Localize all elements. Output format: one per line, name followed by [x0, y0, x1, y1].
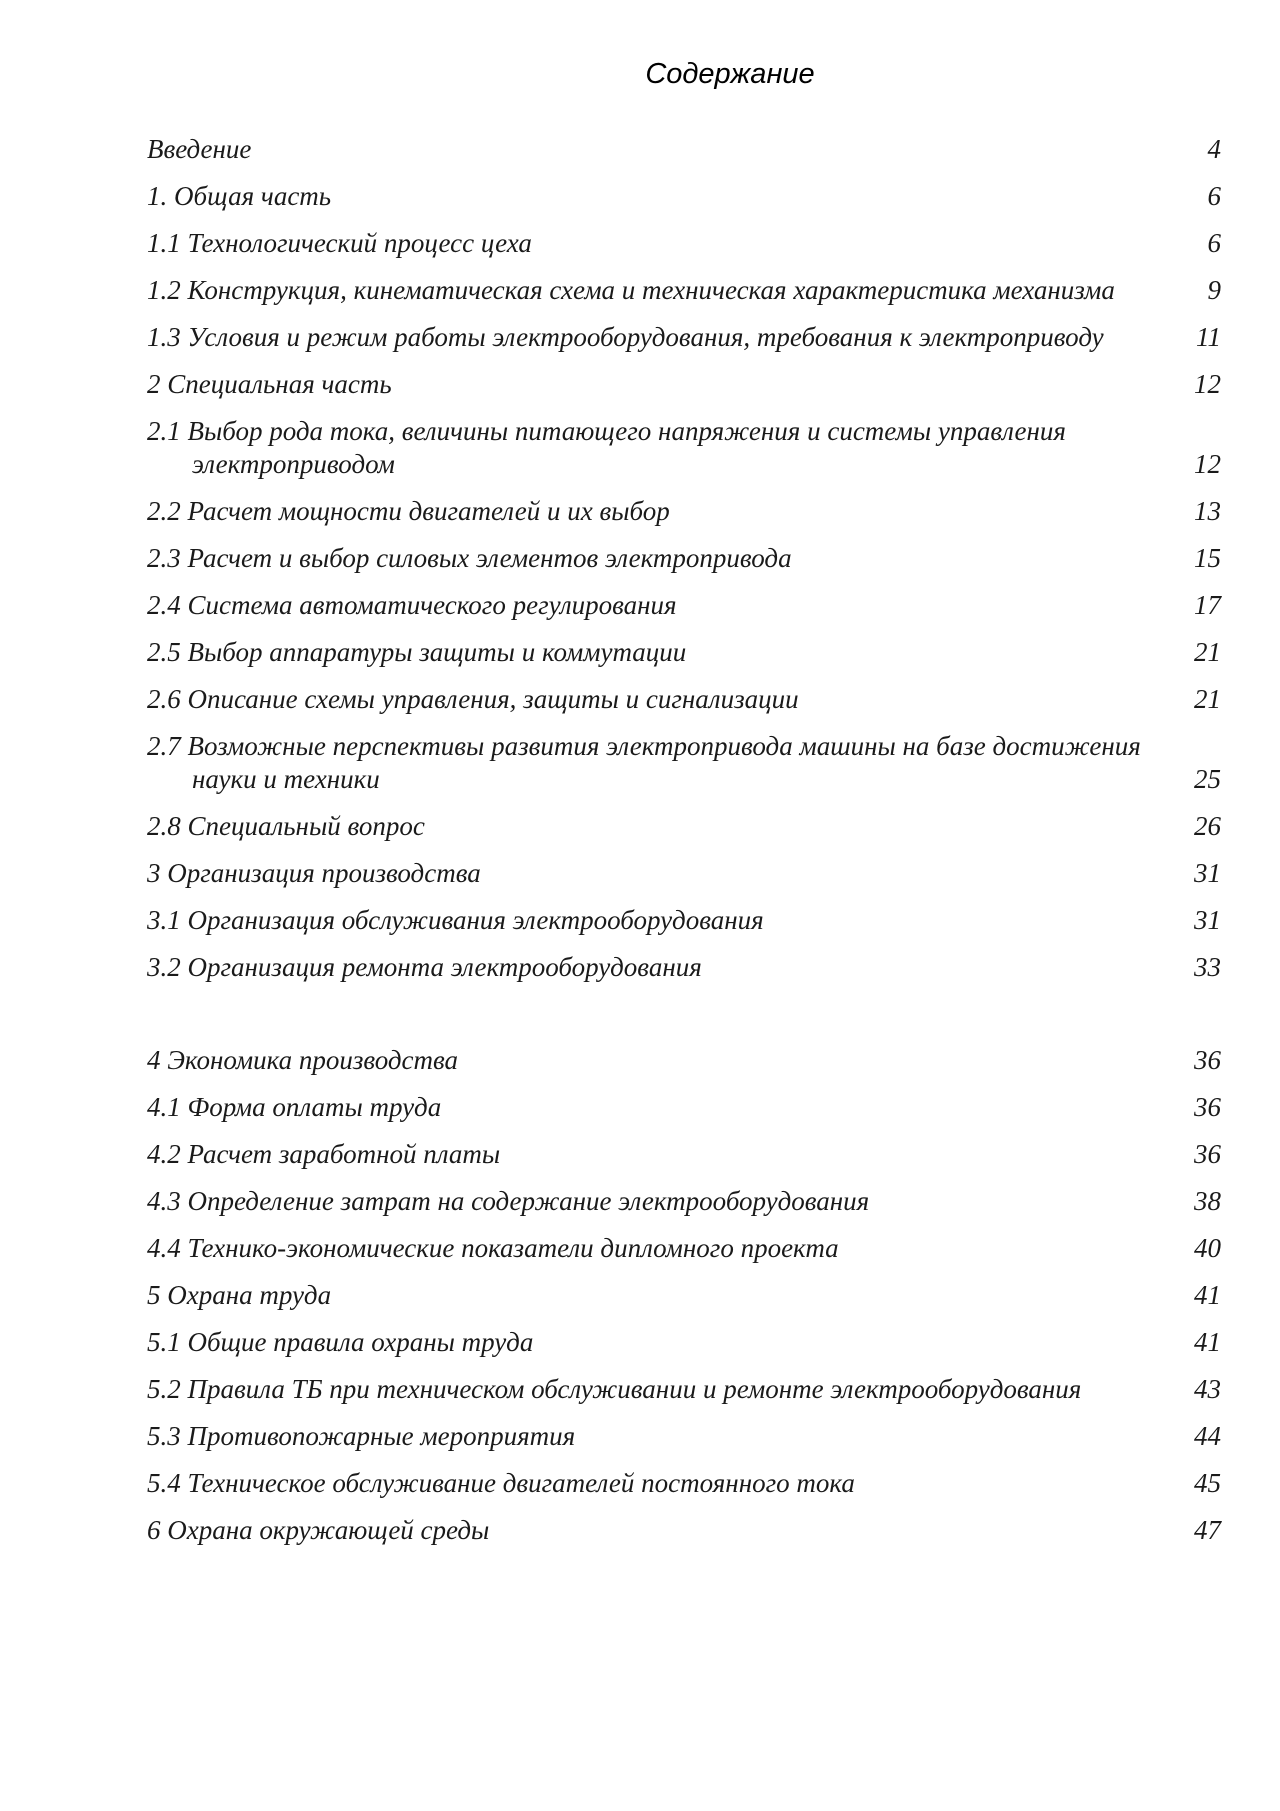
toc-entry-page: 4: [1207, 134, 1221, 164]
toc-entry-text: 5.1 Общие правила охраны труда: [147, 1327, 534, 1357]
toc-entry: [147, 1279, 1221, 1312]
toc-entry-page: 31: [1194, 858, 1221, 888]
toc-entry: [147, 904, 1221, 937]
toc-entry-page: 21: [1194, 684, 1221, 714]
toc-entry-page: 45: [1194, 1468, 1221, 1498]
toc-entry: [147, 730, 1221, 796]
toc-entry-page: 17: [1194, 590, 1221, 620]
toc-entry: [147, 857, 1221, 890]
toc-entry: [147, 1420, 1221, 1453]
toc-entry: [147, 683, 1221, 716]
toc-entry: [147, 227, 1221, 260]
toc-entry-page: 25: [1194, 764, 1221, 794]
toc-entry-text: 4.3 Определение затрат на содержание электрооборудования: [147, 1186, 870, 1216]
toc-entry-text: 1.2 Конструкция, кинематическая схема и техническая характеристика механизма: [147, 275, 1115, 305]
toc-entry: [147, 951, 1221, 984]
toc-entry-page: 38: [1194, 1186, 1221, 1216]
toc-entry-page: 40: [1194, 1233, 1221, 1263]
toc-title: Содержание: [645, 58, 815, 90]
toc-entry-page: 43: [1194, 1374, 1221, 1404]
toc-entry-page: 31: [1194, 905, 1221, 935]
toc-entry-page: 41: [1194, 1280, 1221, 1310]
toc-entry: [147, 1326, 1221, 1359]
toc-entry-page: 44: [1194, 1421, 1221, 1451]
toc-entry-text: 2 Специальная часть: [147, 369, 392, 399]
toc-entry-page: 47: [1194, 1515, 1221, 1545]
toc-entry-text: 1. Общая часть: [147, 181, 332, 211]
toc-entry: [147, 274, 1221, 307]
toc-entry-text: 1.3 Условия и режим работы электрооборудования, требования к электроприводу: [147, 322, 1104, 352]
toc-entry-text: 6 Охрана окружающей среды: [147, 1515, 490, 1545]
toc-entry: [147, 1138, 1221, 1171]
toc-entry: [147, 1044, 1221, 1077]
toc-entry-text: 2.3 Расчет и выбор силовых элементов электропривода: [147, 543, 792, 573]
toc-entry-text: 2.2 Расчет мощности двигателей и их выбор: [147, 496, 670, 526]
toc-entry-text: 2.6 Описание схемы управления, защиты и сигнализации: [147, 684, 799, 714]
toc-entry-text: Введение: [147, 134, 252, 164]
toc-entry-text: 2.8 Специальный вопрос: [147, 811, 425, 841]
toc-entry: [147, 589, 1221, 622]
toc-entry-text: 2.5 Выбор аппаратуры защиты и коммутации: [147, 637, 687, 667]
toc-entry: [147, 636, 1221, 669]
toc-entry-page: 36: [1194, 1045, 1221, 1075]
toc-entry-page: 26: [1194, 811, 1221, 841]
toc-entry: [147, 542, 1221, 575]
toc-entry-page: 11: [1196, 322, 1221, 352]
toc-entry-text: 4 Экономика производства: [147, 1045, 459, 1075]
toc-entry: [147, 1185, 1221, 1218]
toc-entry-text: 5.2 Правила ТБ при техническом обслуживании и ремонте электрооборудования: [147, 1374, 1082, 1404]
toc-entry-page: 36: [1194, 1139, 1221, 1169]
toc-entry-text: 4.4 Технико-экономические показатели дипломного проекта: [147, 1233, 839, 1263]
toc-entry: [147, 495, 1221, 528]
toc-entry-text: 4.1 Форма оплаты труда: [147, 1092, 442, 1122]
toc-entry: [147, 133, 1221, 166]
toc-entry: [147, 1091, 1221, 1124]
toc-entry-page: 33: [1194, 952, 1221, 982]
toc-entry: [147, 321, 1221, 354]
toc-entry-page: 21: [1194, 637, 1221, 667]
toc-entry: [147, 1373, 1221, 1406]
toc-entry-text: 1.1 Технологический процесс цеха: [147, 228, 532, 258]
toc-entry: [147, 1467, 1221, 1500]
toc-entry: [147, 415, 1221, 481]
toc-entry-page: 41: [1194, 1327, 1221, 1357]
toc-entry: [147, 368, 1221, 401]
toc-entry-text: 3 Организация производства: [147, 858, 481, 888]
toc-entry-page: 6: [1207, 181, 1221, 211]
toc-entry: [147, 1232, 1221, 1265]
toc-entry-page: 36: [1194, 1092, 1221, 1122]
toc-entry-page: 12: [1194, 449, 1221, 479]
toc-entry-text: 3.2 Организация ремонта электрооборудования: [147, 952, 702, 982]
toc-entry-text: 2.7 Возможные перспективы развития электропривода машины на базе достижения науки и техники: [147, 731, 1141, 794]
toc-entry-text: 2.4 Система автоматического регулирования: [147, 590, 677, 620]
toc-entry-page: 9: [1207, 275, 1221, 305]
toc-entry: [147, 180, 1221, 213]
toc-entry: [147, 1514, 1221, 1547]
toc-entry-page: 15: [1194, 543, 1221, 573]
toc-entry-text: 2.1 Выбор рода тока, величины питающего напряжения и системы управления электроприводом: [147, 416, 1066, 479]
toc-entry-text: 4.2 Расчет заработной платы: [147, 1139, 501, 1169]
toc-entry-text: 5 Охрана труда: [147, 1280, 332, 1310]
table-of-contents: [147, 133, 1221, 1561]
toc-entry-text: 3.1 Организация обслуживания электрооборудования: [147, 905, 764, 935]
toc-entry: [147, 810, 1221, 843]
toc-entry-text: 5.3 Противопожарные мероприятия: [147, 1421, 576, 1451]
toc-entry-page: 6: [1207, 228, 1221, 258]
toc-entry-page: 13: [1194, 496, 1221, 526]
toc-entry-text: 5.4 Техническое обслуживание двигателей постоянного тока: [147, 1468, 855, 1498]
toc-entry-page: 12: [1194, 369, 1221, 399]
